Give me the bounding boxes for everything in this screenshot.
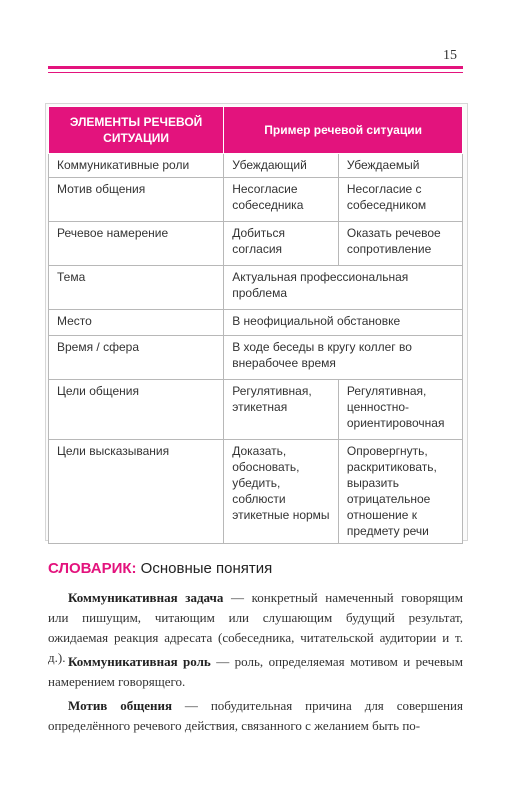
table-row (49, 310, 463, 336)
table-row (49, 154, 463, 178)
row-element: Коммуникативные роли (49, 154, 224, 178)
table-row (49, 222, 463, 266)
row-element: Время / сфера (49, 336, 224, 380)
table-row (49, 266, 463, 310)
glossary-heading (48, 560, 272, 577)
definition-term: Коммуникативная задача (68, 590, 224, 605)
definition-text: — конкретный намеченный говорящим или пишущим, читающим или слушающим будущий результат, ожидаемая реакция адресата (собеседника, читательской аудитории и т. д.). (48, 590, 463, 665)
header-rule (48, 66, 463, 69)
row-cell-b: Оказать речевое сопротивление (338, 222, 462, 266)
row-element: Место (49, 310, 224, 336)
row-cell-b: Несогласие с собеседником (338, 178, 462, 222)
row-cell-merged: В ходе беседы в кругу коллег во внерабочее время (224, 336, 463, 380)
row-cell-a: Добиться согласия (224, 222, 339, 266)
row-element: Мотив общения (49, 178, 224, 222)
row-cell-a: Несогласие собеседника (224, 178, 339, 222)
definition-term: Коммуникативная роль (68, 654, 211, 669)
definition-term: Мотив общения (68, 698, 172, 713)
table-row (49, 440, 463, 544)
row-element: Тема (49, 266, 224, 310)
row-cell-merged: В неофициальной обстановке (224, 310, 463, 336)
row-element: Цели высказывания (49, 440, 224, 544)
row-cell-a: Регулятивная, этикетная (224, 380, 339, 440)
row-cell-b: Регулятивная, ценностно-ориентировочная (338, 380, 462, 440)
header-elements: ЭЛЕМЕНТЫ РЕЧЕВОЙ СИТУАЦИИ (49, 107, 224, 154)
row-element: Речевое намерение (49, 222, 224, 266)
row-cell-a: Доказать, обосновать, убедить, соблюсти этикетные нормы (224, 440, 339, 544)
definition-paragraph (48, 696, 463, 736)
row-element: Цели общения (49, 380, 224, 440)
definition-paragraph (48, 652, 463, 692)
definition-text: — роль, определяемая мотивом и речевым намерением говорящего. (48, 654, 463, 689)
row-cell-a: Убеждающий (224, 154, 339, 178)
header-rule-thin (48, 72, 463, 73)
table-row (49, 178, 463, 222)
glossary-lead: СЛОВАРИК: (48, 560, 137, 577)
page-number: 15 (443, 48, 457, 63)
definition-text: — побудительная причина для совершения определённого речевого действия, связанного с желанием быть по- (48, 698, 463, 733)
row-cell-b: Убеждаемый (338, 154, 462, 178)
speech-situation-table (48, 106, 463, 544)
table-row (49, 336, 463, 380)
table-row (49, 380, 463, 440)
header-example: Пример речевой ситуации (224, 107, 463, 154)
glossary-rest: Основные понятия (136, 560, 273, 577)
row-cell-merged: Актуальная профессиональная проблема (224, 266, 463, 310)
row-cell-b: Опровергнуть, раскритиковать, выразить отрицательное отношение к предмету речи (338, 440, 462, 544)
